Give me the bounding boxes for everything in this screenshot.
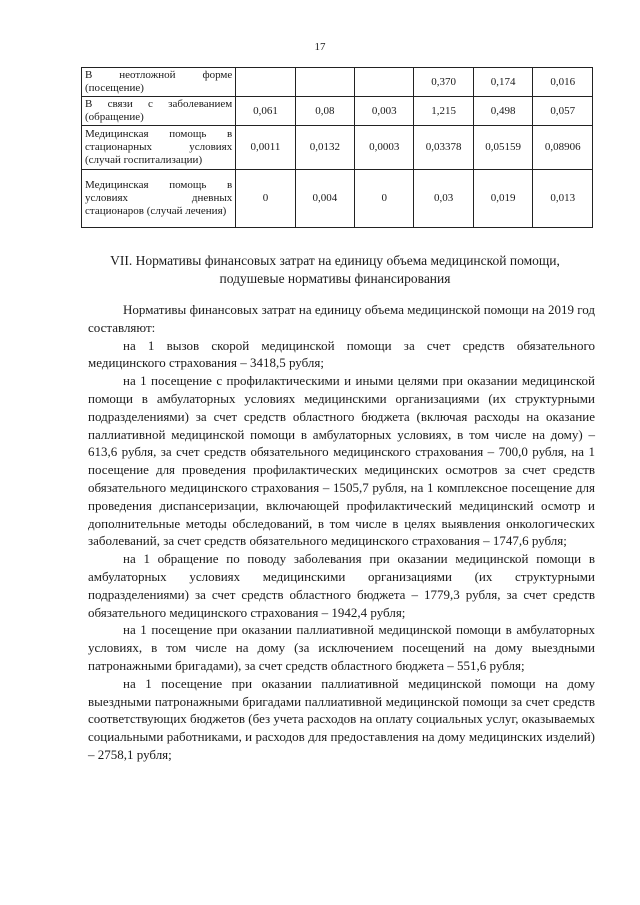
row-label: В неотложной форме (посещение) — [82, 68, 236, 97]
table-row — [82, 126, 593, 170]
row-label: В связи с заболеванием (обращение) — [82, 97, 236, 126]
table-cell: 0,03 — [414, 170, 474, 228]
paragraph: Нормативы финансовых затрат на единицу объема медицинской помощи на 2019 год составляют: — [88, 302, 595, 335]
table-cell: 0,013 — [533, 170, 593, 228]
table-row — [82, 68, 593, 97]
body-text — [88, 301, 595, 764]
table-cell: 0,370 — [414, 68, 474, 97]
paragraph: на 1 посещение с профилактическими и иными целями при оказании медицинской помощи в амбулаторных условиях медицинскими организациями (их структурными подразделениями) за счет средств областного бюджета (включая расходы на оказание паллиативной медицинской помощи в амбулаторных условиях, в том числе на дому) – 613,6 рубля, за счет средств обязательного медицинского страхования – 700,0 рубля, на 1 посещение для проведения профилактических медицинских осмотров за счет средств обязательного медицинского страхования – 1505,7 рубля, на 1 комплексное посещение для проведения диспансеризации, включающей профилактический медицинский осмотр и дополнительные методы обследований, в том числе в целях выявления онкологических заболеваний, за счет средств обязательного медицинского страхования – 1747,6 рубля; — [88, 373, 595, 549]
rates-table — [81, 67, 593, 228]
table-cell — [295, 68, 354, 97]
table-cell: 1,215 — [414, 97, 474, 126]
table-cell: 0,03378 — [414, 126, 474, 170]
table-cell: 0,057 — [533, 97, 593, 126]
table-cell: 0,004 — [295, 170, 354, 228]
table-cell: 0,016 — [533, 68, 593, 97]
table-cell: 0,019 — [473, 170, 533, 228]
paragraph: на 1 посещение при оказании паллиативной медицинской помощи в амбулаторных условиях, в том числе на дому (за исключением посещений на дому выездными патронажными бригадами), за счет средств областного бюджета – 551,6 рубля; — [88, 622, 595, 673]
table-cell: 0,08 — [295, 97, 354, 126]
paragraph: на 1 вызов скорой медицинской помощи за счет средств обязательного медицинского страхования – 3418,5 рубля; — [88, 337, 595, 371]
row-label: Медицинская помощь в стационарных условиях (случай госпитализации) — [82, 126, 236, 170]
table-cell: 0,05159 — [473, 126, 533, 170]
table-cell: 0 — [236, 170, 295, 228]
table-cell: 0,498 — [473, 97, 533, 126]
table-cell: 0,0003 — [355, 126, 414, 170]
page-number: 17 — [314, 41, 326, 53]
table-row — [82, 170, 593, 228]
table-cell: 0,061 — [236, 97, 295, 126]
table-cell: 0,0132 — [295, 126, 354, 170]
row-label: Медицинская помощь в условиях дневных стационаров (случай лечения) — [82, 170, 236, 228]
table-row — [82, 97, 593, 126]
table-cell — [355, 68, 414, 97]
table-cell: 0,174 — [473, 68, 533, 97]
table-cell — [236, 68, 295, 97]
table-cell: 0,08906 — [533, 126, 593, 170]
table-cell: 0 — [355, 170, 414, 228]
table-cell: 0,003 — [355, 97, 414, 126]
paragraph: на 1 посещение при оказании паллиативной медицинской помощи на дому выездными патронажными бригадами паллиативной медицинской помощи за счет средств соответствующих бюджетов (без учета расходов на оплату социальных услуг, оказываемых социальными работниками, и расходов для предоставления на дому медицинских изделий) – 2758,1 рубля; — [88, 675, 595, 762]
table-cell: 0,0011 — [236, 126, 295, 170]
paragraph: на 1 обращение по поводу заболевания при оказании медицинской помощи в амбулаторных условиях медицинскими организациями (их структурными подразделениями) за счет средств областного бюджета – 1779,3 рубля, за счет средств обязательного медицинского страхования – 1942,4 рубля; — [88, 551, 595, 620]
section-title: VII. Нормативы финансовых затрат на единицу объема медицинской помощи, подушевые нормативы финансирования — [110, 253, 560, 286]
